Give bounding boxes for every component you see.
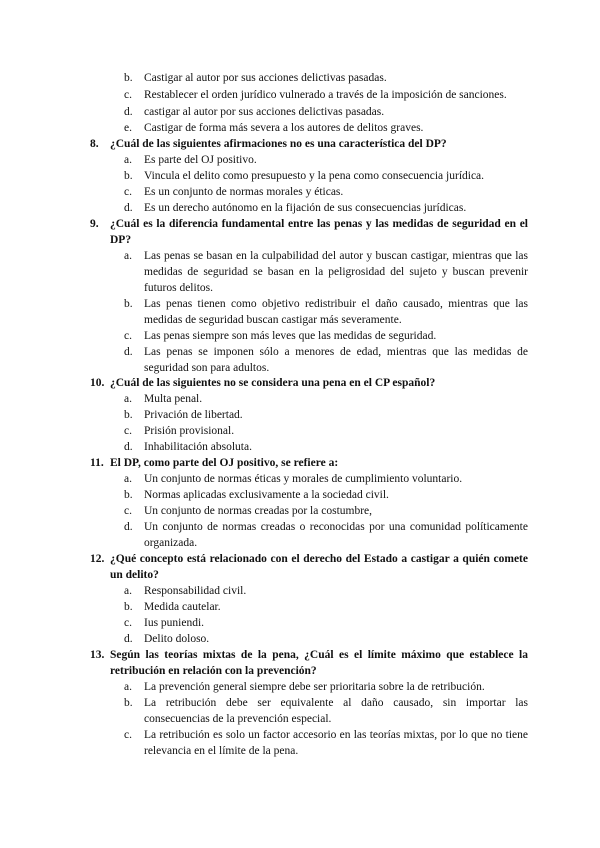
option-text: Un conjunto de normas creadas o reconocidas por una comunidad políticamente organizada. <box>144 521 528 549</box>
option-c-q7 <box>124 87 528 103</box>
option-d-q8 <box>124 200 528 216</box>
option-a-q13 <box>124 679 528 695</box>
option-text: Castigar de forma más severa a los autores de delitos graves. <box>144 122 424 134</box>
question-text: Según las teorías mixtas de la pena, ¿Cuál es el límite máximo que establece la retribución en relación con la prevención? <box>110 649 528 677</box>
question-8 <box>90 136 528 152</box>
option-b-q9 <box>124 296 528 328</box>
question-text: ¿Cuál es la diferencia fundamental entre las penas y las medidas de seguridad en el DP? <box>110 218 528 246</box>
option-letter: a. <box>124 585 132 597</box>
option-text: Ius puniendi. <box>144 617 205 629</box>
option-letter: c. <box>124 330 132 342</box>
option-letter: b. <box>124 601 133 613</box>
option-letter: b. <box>124 409 133 421</box>
option-letter: c. <box>124 425 132 437</box>
option-c-q12 <box>124 615 528 631</box>
option-d-q12 <box>124 631 528 647</box>
option-text: Delito doloso. <box>144 633 210 645</box>
option-letter: c. <box>124 617 132 629</box>
option-text: Prisión provisional. <box>144 425 235 437</box>
option-text: Responsabilidad civil. <box>144 585 247 597</box>
question-9 <box>90 216 528 248</box>
option-text: Castigar al autor por sus acciones delictivas pasadas. <box>144 72 387 84</box>
option-letter: e. <box>124 122 132 134</box>
option-a-q8 <box>124 152 528 168</box>
option-c-q10 <box>124 423 528 439</box>
option-text: Es un derecho autónomo en la fijación de sus consecuencias jurídicas. <box>144 202 467 214</box>
option-letter: b. <box>124 72 133 84</box>
option-d-q10 <box>124 439 528 455</box>
option-text: Un conjunto de normas éticas y morales de cumplimiento voluntario. <box>144 473 463 485</box>
question-number: 10. <box>90 377 105 389</box>
option-e-q7 <box>124 120 528 136</box>
option-letter: d. <box>124 106 133 118</box>
option-c-q8 <box>124 184 528 200</box>
question-10 <box>90 375 528 391</box>
option-letter: b. <box>124 489 133 501</box>
option-text: La retribución debe ser equivalente al daño causado, sin importar las consecuencias de la prevención especial. <box>144 697 528 725</box>
option-letter: a. <box>124 393 132 405</box>
option-b-q11 <box>124 487 528 503</box>
option-c-q9 <box>124 328 528 344</box>
option-text: Vincula el delito como presupuesto y la pena como consecuencia jurídica. <box>144 170 485 182</box>
option-letter: d. <box>124 346 133 358</box>
option-b-q7 <box>124 70 528 86</box>
option-letter: c. <box>124 505 132 517</box>
option-text: Las penas tienen como objetivo redistribuir el daño causado, mientras que las medidas de seguridad buscan castigar más severamente. <box>144 298 528 326</box>
question-11 <box>90 455 528 471</box>
question-12 <box>90 551 528 583</box>
option-d-q11 <box>124 519 528 551</box>
option-text: La retribución es solo un factor accesorio en las teorías mixtas, por lo que no tiene relevancia en el límite de la pena. <box>144 729 528 757</box>
option-text: castigar al autor por sus acciones delictivas pasadas. <box>144 106 385 118</box>
option-b-q10 <box>124 407 528 423</box>
question-text: El DP, como parte del OJ positivo, se refiere a: <box>110 457 339 469</box>
option-text: Las penas se imponen sólo a menores de edad, mientras que las medidas de seguridad son para adultos. <box>144 346 528 374</box>
option-text: Medida cautelar. <box>144 601 221 613</box>
option-letter: d. <box>124 521 133 533</box>
option-text: La prevención general siempre debe ser prioritaria sobre la de retribución. <box>144 681 485 693</box>
question-number: 9. <box>90 218 99 230</box>
question-13 <box>90 647 528 679</box>
option-text: Normas aplicadas exclusivamente a la sociedad civil. <box>144 489 389 501</box>
option-text: Restablecer el orden jurídico vulnerado a través de la imposición de sanciones. <box>144 89 507 101</box>
option-b-q8 <box>124 168 528 184</box>
option-letter: a. <box>124 154 132 166</box>
option-d-q7 <box>124 104 528 120</box>
option-letter: d. <box>124 202 133 214</box>
option-letter: a. <box>124 681 132 693</box>
option-a-q11 <box>124 471 528 487</box>
option-text: Privación de libertad. <box>144 409 243 421</box>
option-letter: c. <box>124 729 132 741</box>
option-text: Las penas se basan en la culpabilidad del autor y buscan castigar, mientras que las medidas de seguridad se basan en la peligrosidad del sujeto y buscan prevenir futuros delitos. <box>144 250 528 294</box>
option-b-q13 <box>124 695 528 727</box>
option-c-q11 <box>124 503 528 519</box>
option-text: Inhabilitación absoluta. <box>144 441 252 453</box>
option-letter: d. <box>124 441 133 453</box>
option-text: Multa penal. <box>144 393 203 405</box>
question-text: ¿Cuál de las siguientes afirmaciones no es una característica del DP? <box>110 138 447 150</box>
option-a-q12 <box>124 583 528 599</box>
question-number: 12. <box>90 553 105 565</box>
option-a-q10 <box>124 391 528 407</box>
option-letter: b. <box>124 697 133 709</box>
option-letter: d. <box>124 633 133 645</box>
option-letter: c. <box>124 186 132 198</box>
question-text: ¿Cuál de las siguientes no se considera una pena en el CP español? <box>110 377 436 389</box>
option-text: Un conjunto de normas creadas por la costumbre, <box>144 505 373 517</box>
option-text: Las penas siempre son más leves que las medidas de seguridad. <box>144 330 437 342</box>
option-letter: a. <box>124 250 132 262</box>
option-letter: a. <box>124 473 132 485</box>
question-text: ¿Qué concepto está relacionado con el derecho del Estado a castigar a quién comete un delito? <box>110 553 528 581</box>
option-b-q12 <box>124 599 528 615</box>
option-text: Es un conjunto de normas morales y éticas. <box>144 186 344 198</box>
option-letter: b. <box>124 170 133 182</box>
question-number: 11. <box>90 457 104 469</box>
question-number: 13. <box>90 649 105 661</box>
question-number: 8. <box>90 138 99 150</box>
option-c-q13 <box>124 727 528 759</box>
option-letter: b. <box>124 298 133 310</box>
option-a-q9 <box>124 248 528 296</box>
option-letter: c. <box>124 89 132 101</box>
option-d-q9 <box>124 344 528 376</box>
option-text: Es parte del OJ positivo. <box>144 154 257 166</box>
